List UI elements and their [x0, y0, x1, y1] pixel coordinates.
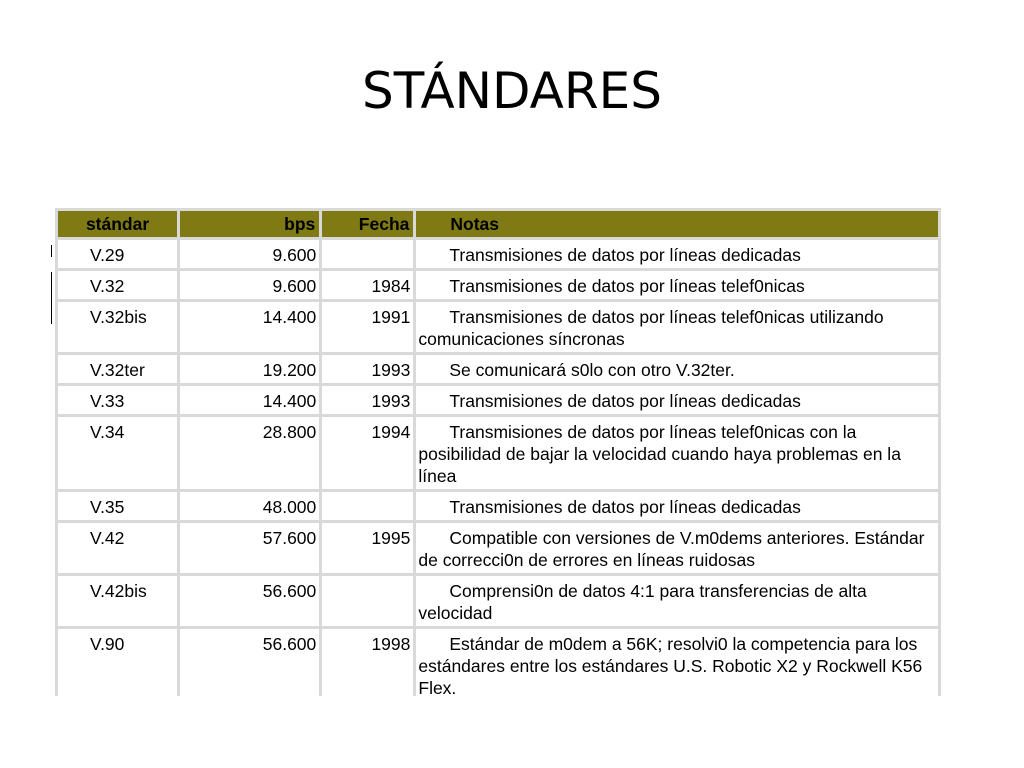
- cell-fecha: 1993: [322, 355, 413, 383]
- table-row: [58, 302, 938, 352]
- cell-fecha: 1994: [322, 417, 413, 489]
- cell-standard: V.42bis: [58, 576, 177, 626]
- cell-notas: Se comunicará s0lo con otro V.32ter.: [416, 355, 938, 383]
- cell-notas: Transmisiones de datos por líneas telef0nicas: [416, 271, 938, 299]
- edge-mark: [51, 272, 52, 324]
- cell-bps: 14.400: [180, 302, 319, 352]
- table-row: [58, 417, 938, 489]
- cell-fecha: [322, 240, 413, 268]
- cell-standard: V.34: [58, 417, 177, 489]
- cell-notas: Transmisiones de datos por líneas dedicadas: [416, 386, 938, 414]
- header-fecha: Fecha: [322, 211, 413, 237]
- cell-fecha: [322, 576, 413, 626]
- table-row: [58, 492, 938, 520]
- table-row: [58, 629, 938, 701]
- header-notas: Notas: [416, 211, 938, 237]
- cell-standard: V.35: [58, 492, 177, 520]
- header-bps: bps: [180, 211, 319, 237]
- cell-notas: Comprensi0n de datos 4:1 para transferencias de alta velocidad: [416, 576, 938, 626]
- cell-fecha: 1995: [322, 523, 413, 573]
- slide-title: STÁNDARES: [362, 62, 662, 120]
- cell-fecha: 1984: [322, 271, 413, 299]
- cell-fecha: 1993: [322, 386, 413, 414]
- cell-standard: V.90: [58, 629, 177, 701]
- table-row: [58, 355, 938, 383]
- cell-bps: 56.600: [180, 629, 319, 701]
- cell-bps: 28.800: [180, 417, 319, 489]
- cell-standard: V.32ter: [58, 355, 177, 383]
- cell-notas: Transmisiones de datos por líneas dedicadas: [416, 492, 938, 520]
- cell-notas: Compatible con versiones de V.m0dems anteriores. Estándar de correcci0n de errores en líneas ruidosas: [416, 523, 938, 573]
- cell-fecha: [322, 492, 413, 520]
- cell-bps: 57.600: [180, 523, 319, 573]
- table-row: [58, 240, 938, 268]
- cell-notas: Estándar de m0dem a 56K; resolvi0 la competencia para los estándares entre los estándares U.S. Robotic X2 y Rockwell K56 Flex.: [416, 629, 938, 701]
- cell-standard: V.32bis: [58, 302, 177, 352]
- table-row: [58, 523, 938, 573]
- cell-standard: V.32: [58, 271, 177, 299]
- standards-table: [55, 208, 941, 704]
- edge-mark: [51, 245, 52, 257]
- cell-bps: 48.000: [180, 492, 319, 520]
- table-row: [58, 386, 938, 414]
- cell-standard: V.42: [58, 523, 177, 573]
- cell-notas: Transmisiones de datos por líneas telef0nicas con la posibilidad de bajar la velocidad cuando haya problemas en la línea: [416, 417, 938, 489]
- table-row: [58, 576, 938, 626]
- cell-bps: 14.400: [180, 386, 319, 414]
- cell-notas: Transmisiones de datos por líneas telef0nicas utilizando comunicaciones síncronas: [416, 302, 938, 352]
- standards-table-container: [55, 208, 941, 696]
- cell-standard: V.33: [58, 386, 177, 414]
- cell-bps: 9.600: [180, 240, 319, 268]
- header-standard: stándar: [58, 211, 177, 237]
- cell-standard: V.29: [58, 240, 177, 268]
- cell-bps: 9.600: [180, 271, 319, 299]
- table-row: [58, 271, 938, 299]
- table-header-row: [58, 211, 938, 237]
- cell-fecha: 1998: [322, 629, 413, 701]
- cell-fecha: 1991: [322, 302, 413, 352]
- cell-notas: Transmisiones de datos por líneas dedicadas: [416, 240, 938, 268]
- cell-bps: 19.200: [180, 355, 319, 383]
- cell-bps: 56.600: [180, 576, 319, 626]
